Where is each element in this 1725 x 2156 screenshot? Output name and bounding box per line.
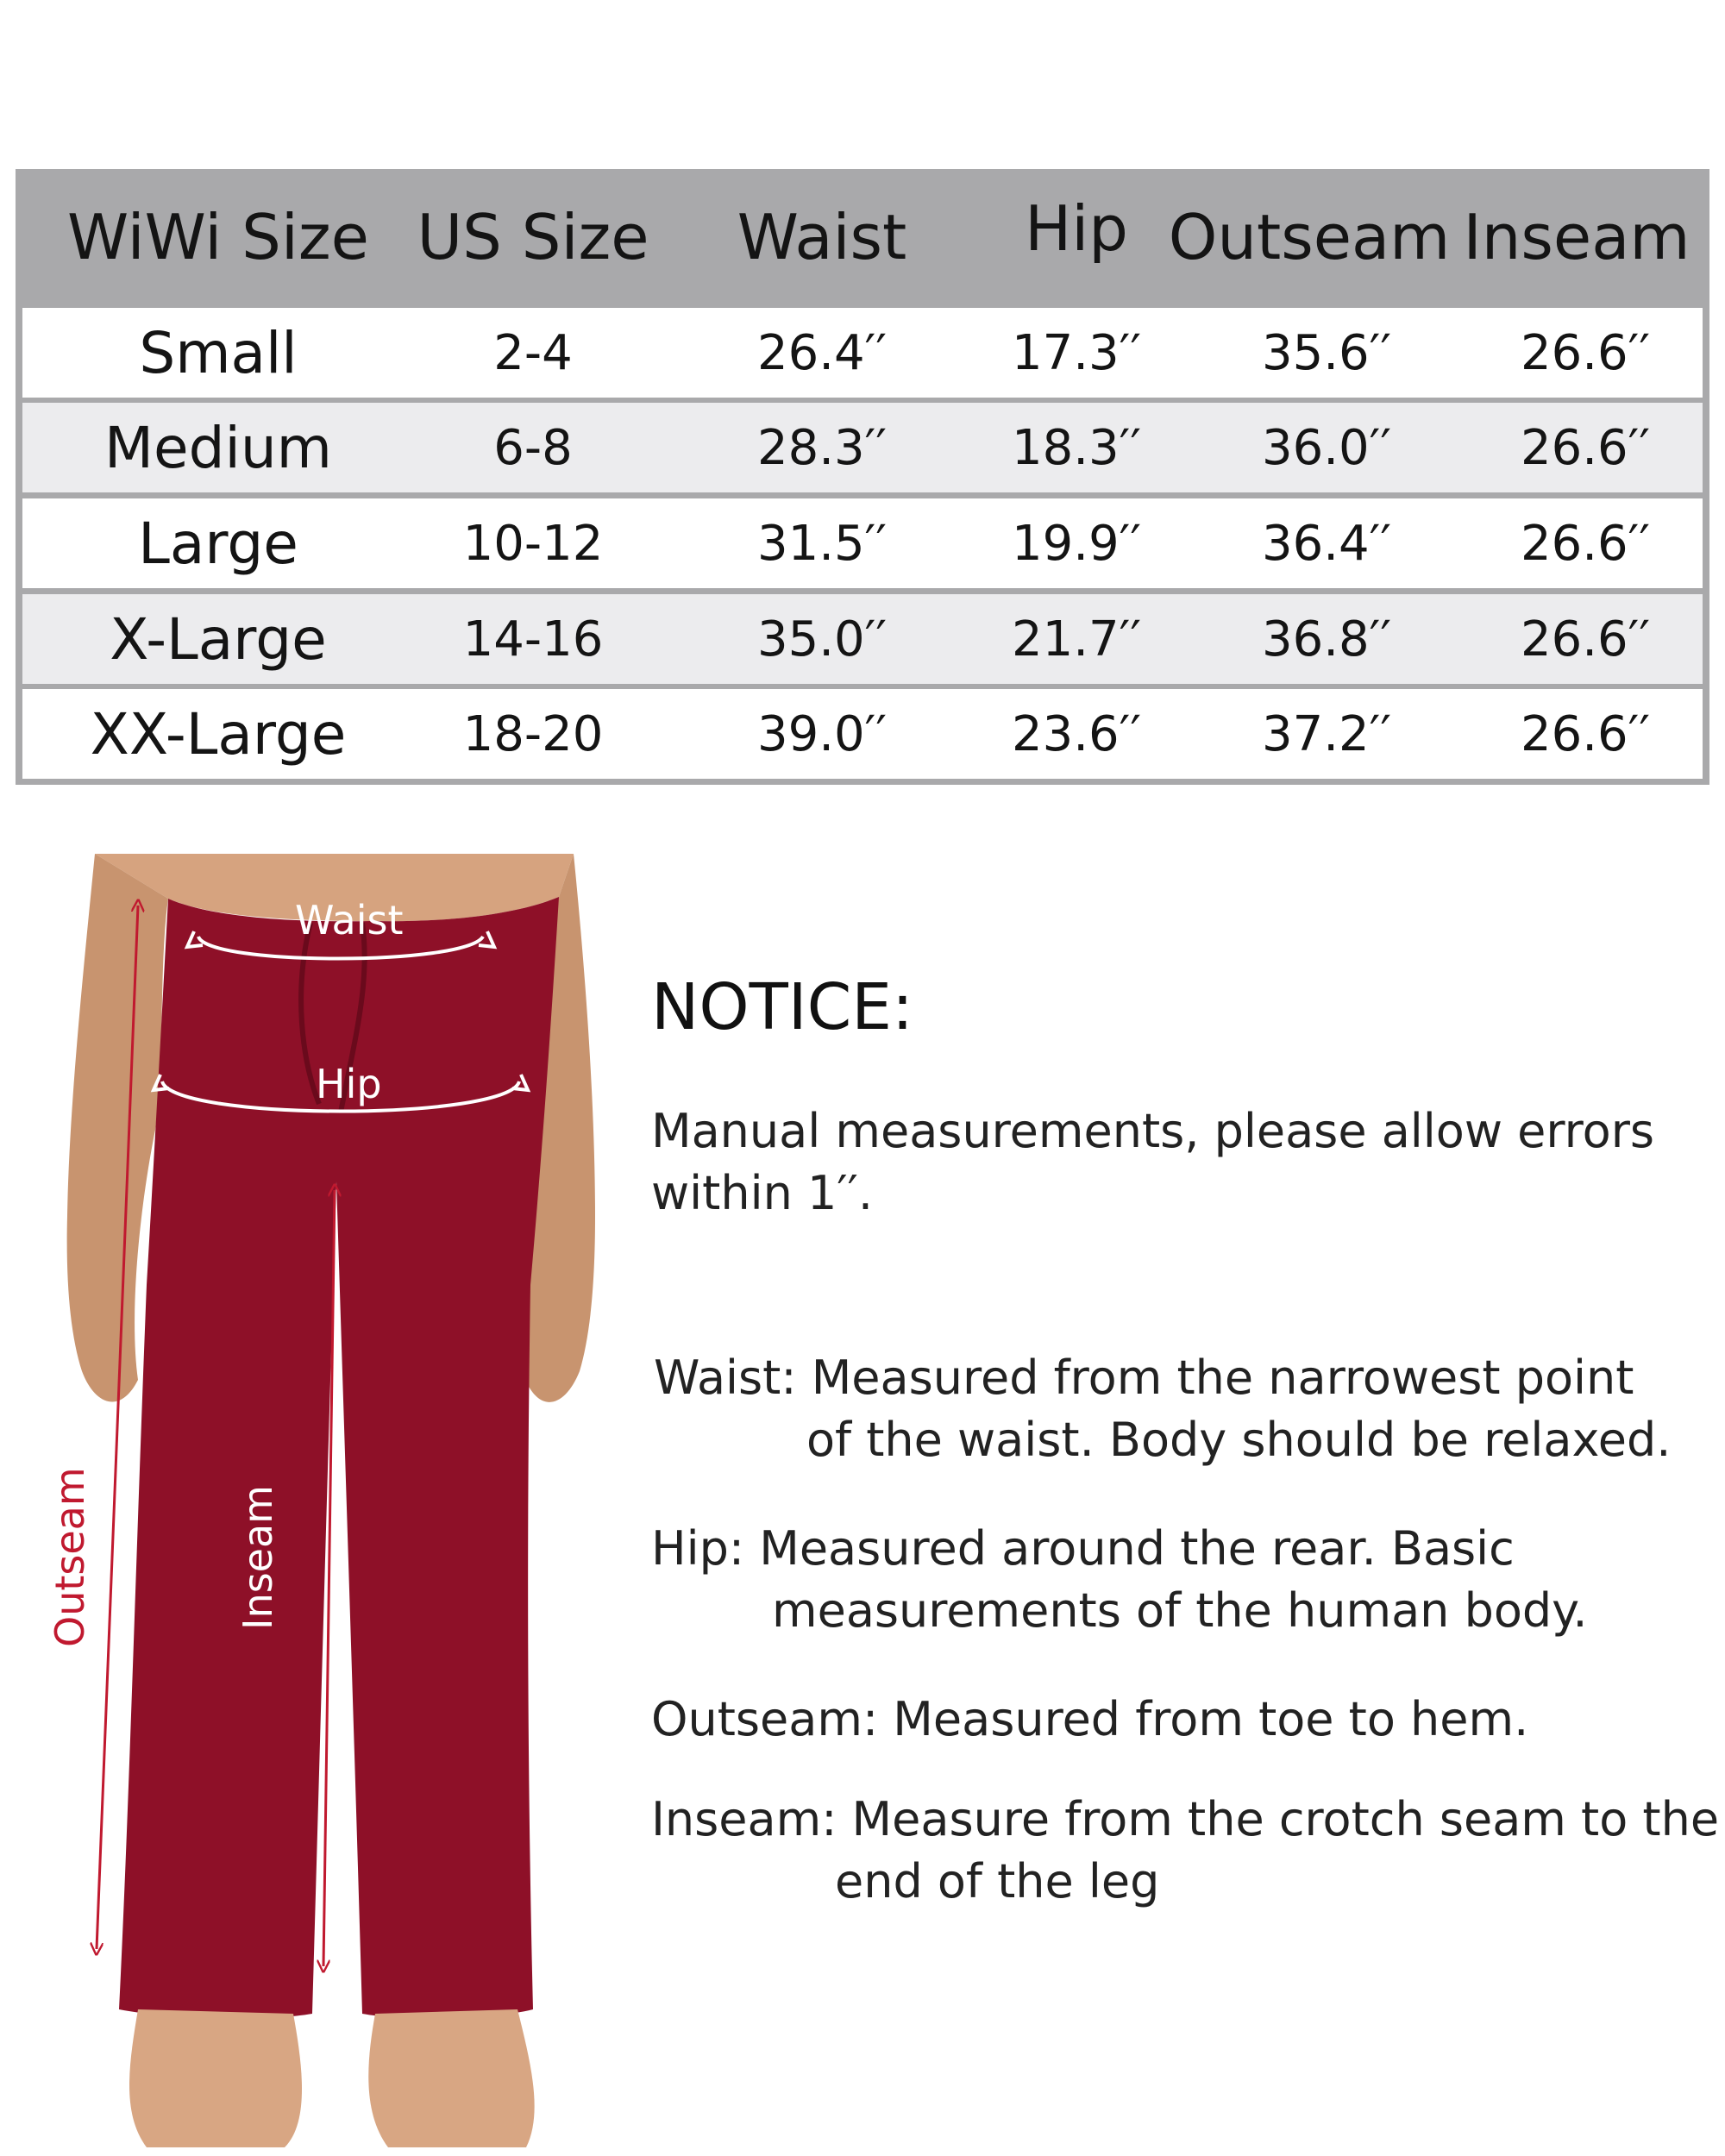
waist-note-line1: Waist: Measured from the narrowest point	[654, 1351, 1634, 1405]
hip-note-line2: measurements of the human body.	[772, 1583, 1588, 1638]
cell-hip: 21.7′′	[1011, 611, 1142, 667]
table-row	[22, 403, 1703, 492]
table-row	[22, 689, 1703, 779]
inseam-note-line1: Inseam: Measure from the crotch seam to the	[651, 1792, 1720, 1846]
size-chart-table	[16, 169, 1709, 785]
right-foot	[368, 2009, 534, 2147]
header-us-size: US Size	[417, 201, 649, 273]
cell-outseam: 37.2′′	[1261, 705, 1392, 762]
hip-note-line1: Hip: Measured around the rear. Basic	[651, 1521, 1515, 1576]
header-inseam: Inseam	[1463, 201, 1690, 273]
inseam-label: Inseam	[235, 1485, 281, 1630]
cell-outseam: 36.4′′	[1261, 515, 1392, 572]
cell-us-size: 10-12	[462, 515, 604, 572]
cell-wiwi-size: Large	[138, 510, 298, 577]
cell-us-size: 6-8	[493, 419, 573, 476]
cell-inseam: 26.6′′	[1520, 515, 1651, 572]
inseam-note-line2: end of the leg	[835, 1854, 1160, 1908]
cell-waist: 31.5′′	[756, 515, 888, 572]
cell-wiwi-size: Medium	[104, 414, 332, 481]
cell-outseam: 36.8′′	[1261, 611, 1392, 667]
cell-hip: 17.3′′	[1011, 324, 1142, 381]
pants-illustration	[0, 854, 621, 2156]
left-foot	[129, 2009, 302, 2147]
hip-label: Hip	[316, 1061, 382, 1107]
cell-inseam: 26.6′′	[1520, 611, 1651, 667]
waist-label: Waist	[295, 897, 404, 943]
cell-wiwi-size: Small	[139, 319, 298, 386]
header-hip: Hip	[1025, 192, 1128, 265]
cell-hip: 23.6′′	[1011, 705, 1142, 762]
pants-measurement-figure	[0, 854, 621, 2156]
manual-note-line1: Manual measurements, please allow errors	[651, 1104, 1655, 1158]
cell-waist: 35.0′′	[756, 611, 888, 667]
cell-us-size: 18-20	[462, 705, 604, 762]
table-row	[22, 594, 1703, 684]
header-wiwi-size: WiWi Size	[67, 201, 369, 273]
cell-waist: 39.0′′	[756, 705, 888, 762]
outseam-note-line1: Outseam: Measured from toe to hem.	[651, 1692, 1529, 1746]
cell-waist: 26.4′′	[756, 324, 888, 381]
cell-outseam: 35.6′′	[1261, 324, 1392, 381]
header-outseam: Outseam	[1168, 201, 1451, 273]
cell-outseam: 36.0′′	[1261, 419, 1392, 476]
cell-waist: 28.3′′	[756, 419, 888, 476]
header-waist: Waist	[737, 201, 907, 273]
table-row	[22, 308, 1703, 398]
table-row	[22, 498, 1703, 588]
cell-hip: 19.9′′	[1011, 515, 1142, 572]
table-header-row	[16, 169, 1709, 305]
cell-hip: 18.3′′	[1011, 419, 1142, 476]
cell-us-size: 14-16	[462, 611, 604, 667]
cell-us-size: 2-4	[493, 324, 573, 381]
cell-wiwi-size: X-Large	[110, 605, 327, 673]
cell-inseam: 26.6′′	[1520, 705, 1651, 762]
outseam-label: Outseam	[47, 1467, 93, 1647]
waist-note-line2: of the waist. Body should be relaxed.	[806, 1413, 1672, 1467]
notice-title: NOTICE:	[651, 970, 913, 1044]
cell-inseam: 26.6′′	[1520, 419, 1651, 476]
cell-inseam: 26.6′′	[1520, 324, 1651, 381]
manual-note-line2: within 1′′.	[651, 1166, 874, 1220]
cell-wiwi-size: XX-Large	[90, 700, 347, 768]
